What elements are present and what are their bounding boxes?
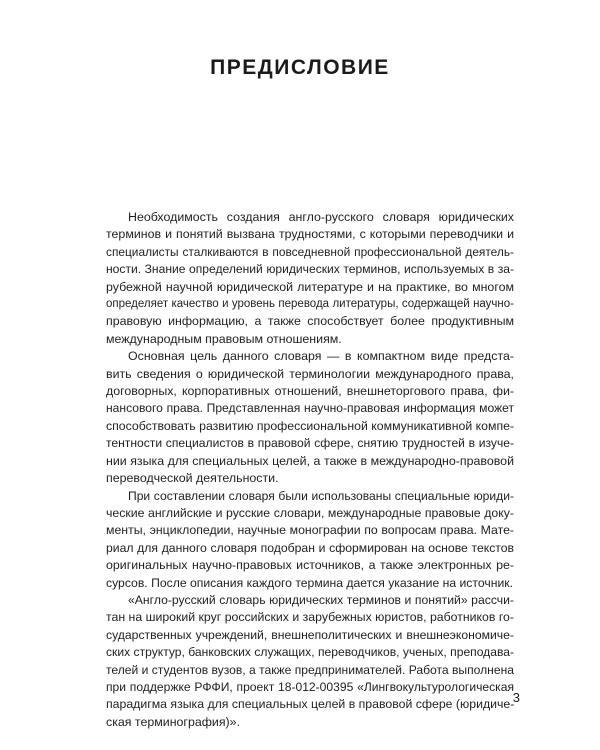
text-line: Основная цель данного словаря — в компактном виде предста- — [128, 349, 514, 364]
text-line: нансового права. Представленная научно-правовая информация может — [106, 401, 514, 416]
text-line: менты, энциклопедии, научные монографии по вопросам права. Мате- — [106, 523, 514, 538]
paragraph — [106, 209, 514, 348]
text-line: ских структур, банковских служащих, переводчиков, ученых, преподава- — [106, 645, 514, 660]
text-line: тентности специалистов в правовой сфере, снятию трудностей в изуче- — [106, 436, 514, 451]
text-line: договорных, корпоративных отношений, внешнеторгового права, фи- — [106, 384, 514, 399]
text-line: способствовать развитию профессиональной коммуникативной компе- — [106, 418, 515, 433]
text-line: правовую информацию, а также способствует более продуктивным — [106, 314, 514, 329]
text-line: при поддержке РФФИ, проект 18-012-00395 «Лингвокультурологическая — [106, 679, 514, 694]
text-line: телей и студентов вузов, а также предпринимателей. Работа выполнена — [106, 662, 514, 677]
text-line: оригинальных научно-правовых источников, а также электронных ре- — [106, 558, 514, 573]
page-title: ПРЕДИСЛОВИЕ — [210, 56, 390, 79]
text-line: парадигма языка для специальных целей в правовой сфере (юридиче- — [106, 697, 515, 712]
text-line: терминов и понятий вызвана трудностями, с которыми переводчики и — [106, 227, 514, 242]
paragraph — [106, 348, 514, 487]
text-line: «Англо-русский словарь юридических терминов и понятий» рассчи- — [128, 592, 514, 607]
text-line: ческие английские и русские словари, международные правовые доку- — [106, 505, 514, 520]
text-line: ности. Знание определений юридических терминов, используемых в за- — [106, 262, 514, 277]
text-line: Необходимость создания англо-русского словаря юридических — [128, 210, 514, 224]
text-line: вить сведения о юридической терминологии международного права, — [106, 366, 514, 381]
page-number: 3 — [512, 690, 520, 705]
text-line: При составлении словаря были использованы специальные юриди- — [128, 488, 514, 503]
text-line: переводческой деятельности. — [106, 471, 279, 486]
text-line: сударственных учреждений, внешнеполитических и внешнеэкономиче- — [106, 627, 514, 642]
text-line: специалисты сталкиваются в повседневной профессиональной деятель- — [106, 244, 514, 259]
body-text — [106, 209, 514, 731]
text-line: риал для данного словаря подобран и сформирован на основе текстов — [106, 540, 514, 555]
text-line: сурсов. После описания каждого термина дается указание на источник. — [106, 575, 513, 590]
text-line: определяет качество и уровень перевода литературы, содержащей научно- — [106, 298, 514, 311]
text-line: ская терминография)». — [106, 714, 241, 729]
text-line: тан на широкий круг российских и зарубежных юристов, работников го- — [106, 610, 514, 625]
paragraph — [106, 488, 514, 592]
text-line: нии языка для специальных целей, а также в международно-правовой — [106, 453, 514, 468]
text-line: рубежной научной юридической литературе и на практике, во многом — [106, 279, 514, 294]
paragraph — [106, 592, 514, 731]
text-line: международным правовым отношениям. — [106, 331, 342, 346]
